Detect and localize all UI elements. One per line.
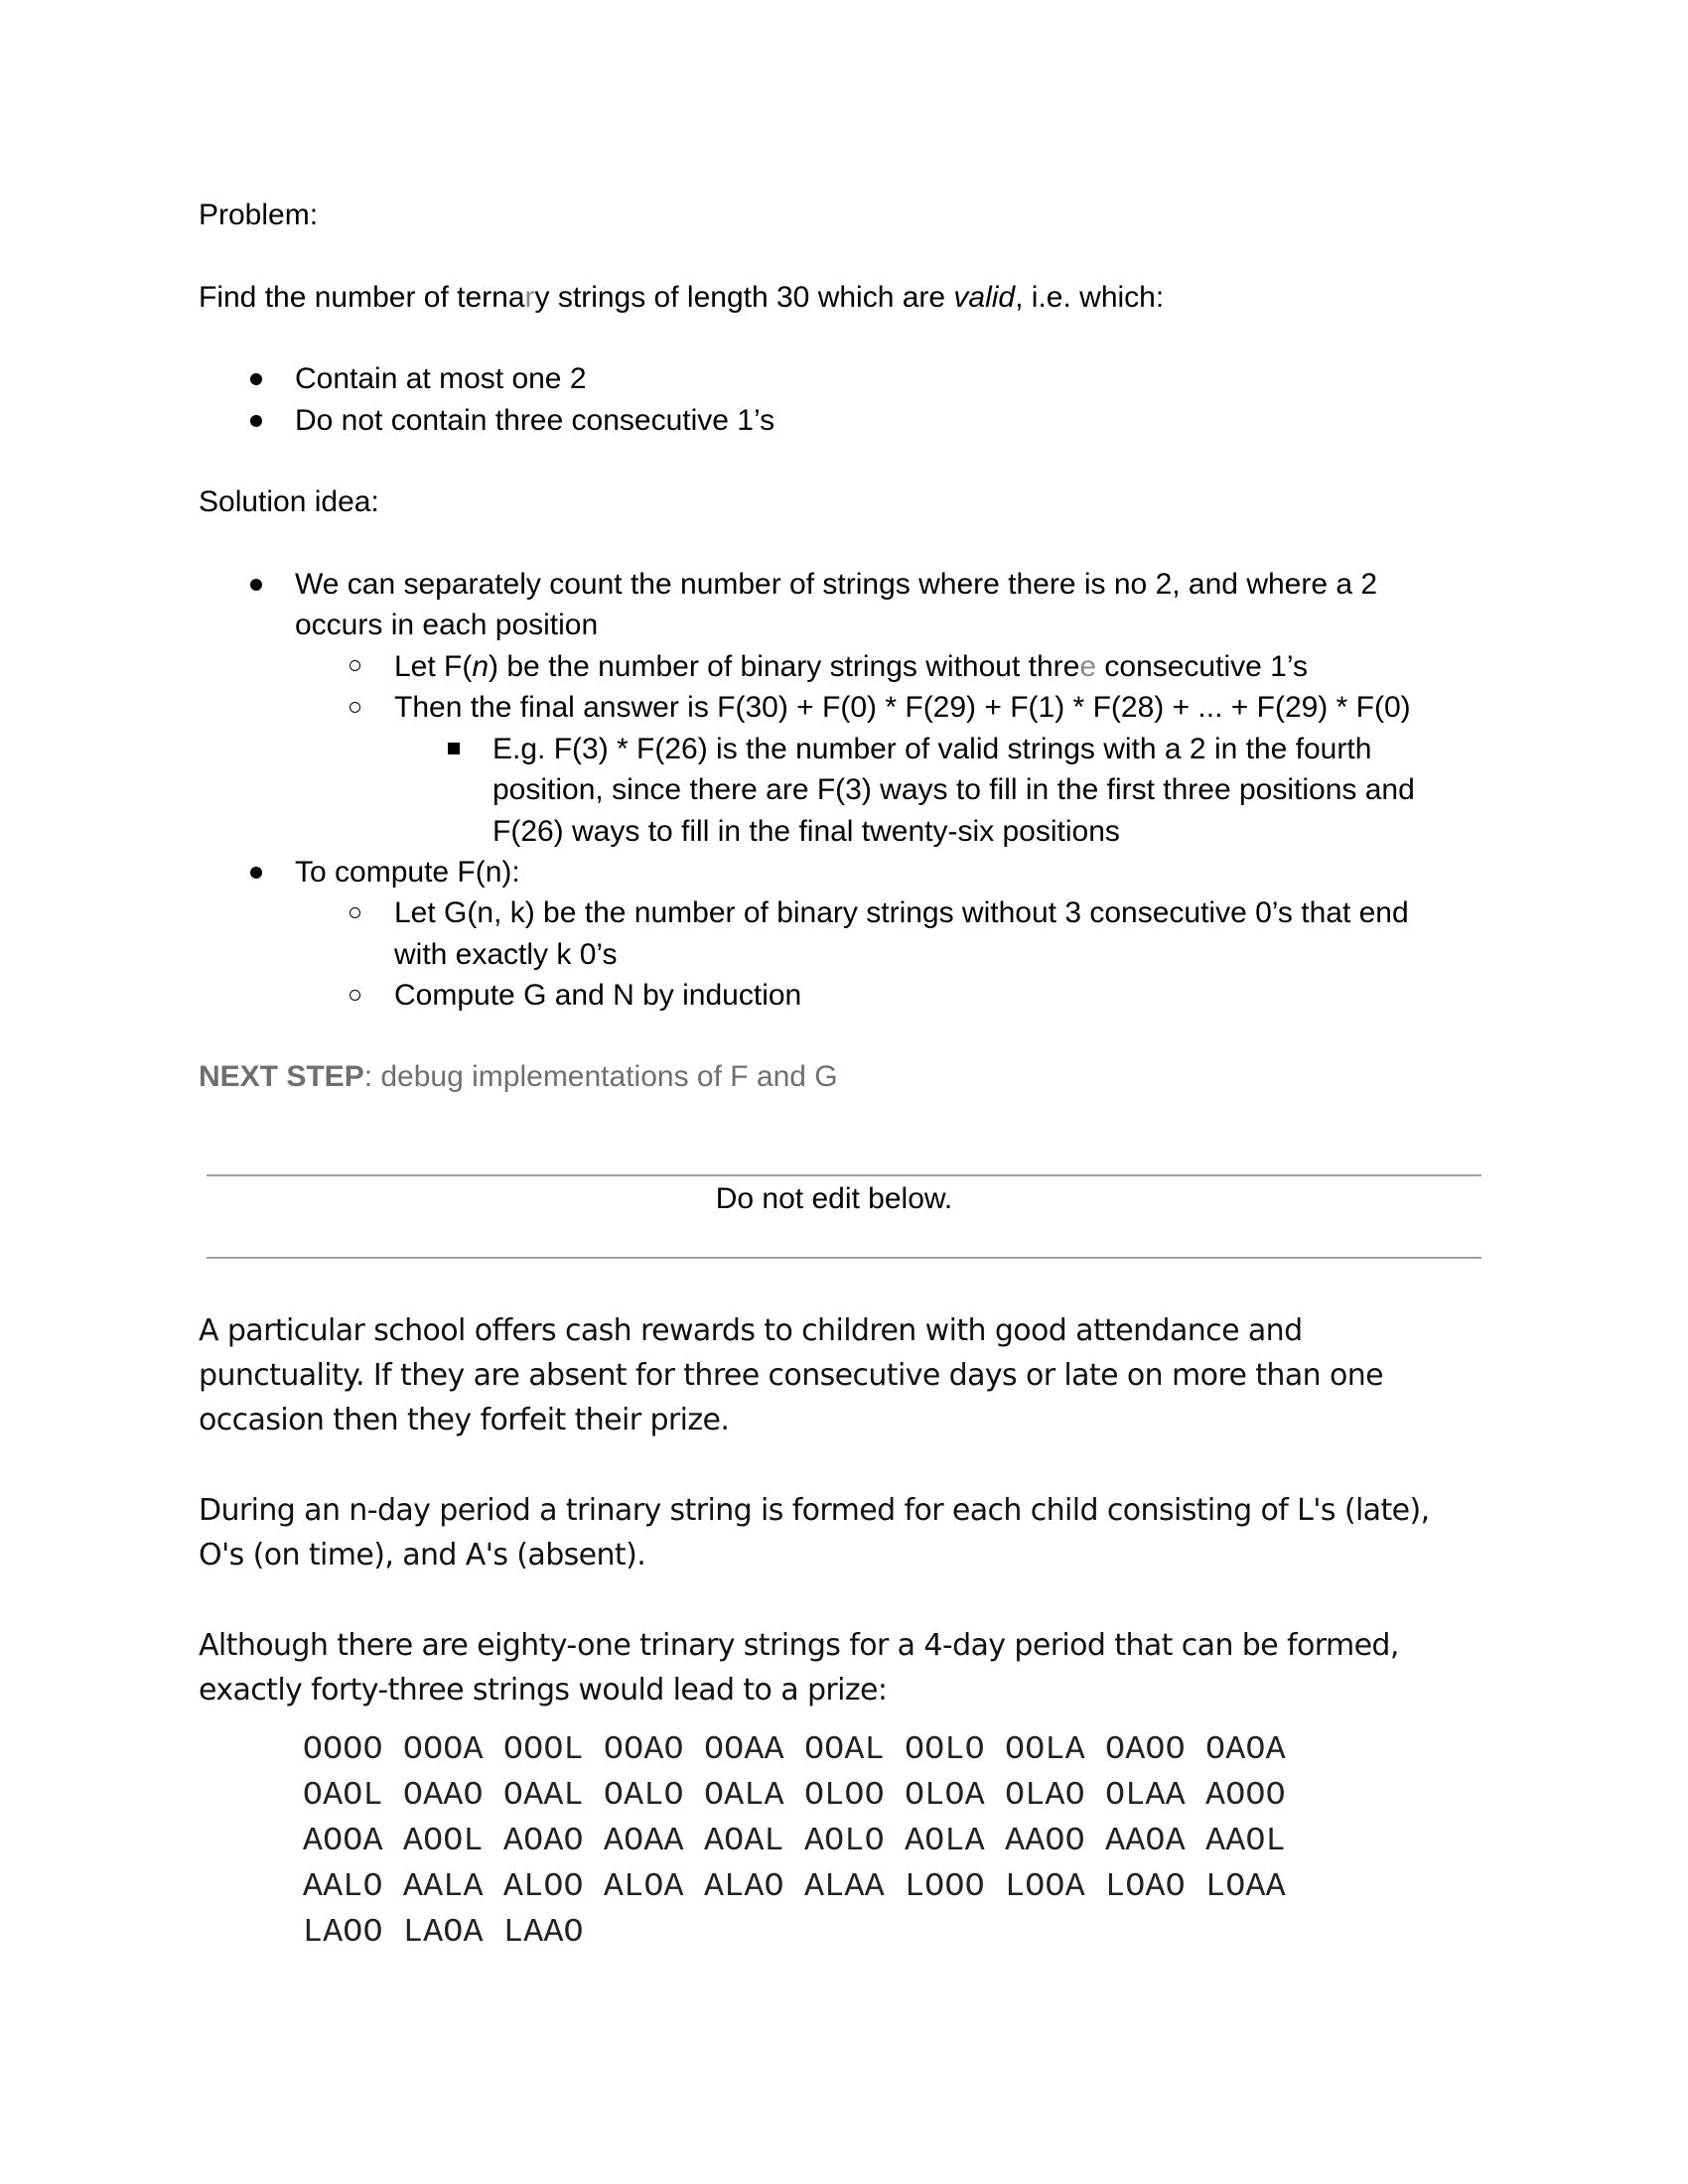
paragraph-3-line-1: Although there are eighty-one trinary strings for a 4-day period that can be formed, <box>199 1628 1399 1663</box>
bullet-circle-icon <box>350 702 360 713</box>
next-step <box>199 1059 838 1095</box>
bullet-circle-icon <box>350 660 360 671</box>
condition-item: Contain at most one 2 <box>295 362 587 395</box>
problem-statement <box>199 280 1164 316</box>
bullet-disc-icon <box>250 415 262 427</box>
divider-bottom <box>207 1257 1481 1259</box>
sub1-gray-char: e <box>1079 650 1097 683</box>
solution-sub-3-line-2: with exactly k 0’s <box>394 938 618 971</box>
problem-heading: Problem: <box>199 199 319 231</box>
solution-subsub-line-3: F(26) ways to fill in the final twenty-six positions <box>492 815 1120 848</box>
bullet-disc-icon <box>250 579 262 591</box>
solution-heading: Solution idea: <box>199 485 379 518</box>
paragraph-1-line-2: punctuality. If they are absent for three consecutive days or late on more than one <box>199 1358 1383 1393</box>
problem-statement-part3: , i.e. which: <box>1015 281 1165 314</box>
solution-subsub-line-2: position, since there are F(3) ways to fill in the first three positions and <box>492 773 1415 806</box>
prize-strings-row: AOOA AOOL AOAO AOAA AOAL AOLO AOLA AAOO AAOA AAOL <box>303 1823 1286 1859</box>
bullet-disc-icon <box>250 867 262 879</box>
solution-subsub-line-1: E.g. F(3) * F(26) is the number of valid strings with a 2 in the fourth <box>492 733 1372 765</box>
solution-item-1-line-1: We can separately count the number of strings where there is no 2, and where a 2 <box>295 568 1378 601</box>
sub1-part3: consecutive 1’s <box>1096 650 1308 683</box>
paragraph-2-line-1: During an n-day period a trinary string is formed for each child consisting of L's (late), <box>199 1493 1430 1528</box>
valid-term: valid <box>953 281 1016 314</box>
bullet-circle-icon <box>350 990 360 1001</box>
solution-item-2: To compute F(n): <box>295 856 520 888</box>
divider-top <box>207 1174 1481 1176</box>
problem-statement-gray-char: r <box>524 281 535 314</box>
problem-statement-part1: Find the number of terna <box>199 281 525 314</box>
bullet-square-icon <box>448 743 460 754</box>
sub1-italic-n: n <box>472 650 490 683</box>
paragraph-1-line-3: occasion then they forfeit their prize. <box>199 1403 730 1437</box>
next-step-text: : debug implementations of F and G <box>363 1060 838 1093</box>
next-step-label: NEXT STEP <box>199 1060 364 1093</box>
solution-sub-4: Compute G and N by induction <box>394 979 802 1012</box>
paragraph-2-line-2: O's (on time), and A's (absent). <box>199 1538 646 1572</box>
bullet-disc-icon <box>250 373 262 385</box>
sub1-part1: Let F( <box>394 650 473 683</box>
solution-item-1-line-2: occurs in each position <box>295 609 599 641</box>
solution-sub-2: Then the final answer is F(30) + F(0) * F(29) + F(1) * F(28) + ... + F(29) * F(0) <box>394 691 1411 724</box>
prize-strings-row: LAOO LAOA LAAO <box>303 1914 584 1951</box>
do-not-edit-note: Do not edit below. <box>715 1182 953 1215</box>
prize-strings-row: OOOO OOOA OOOL OOAO OOAA OOAL OOLO OOLA OAOO OAOA <box>303 1731 1286 1768</box>
prize-strings-row: AALO AALA ALOO ALOA ALAO ALAA LOOO LOOA LOAO LOAA <box>303 1868 1286 1905</box>
solution-sub-1 <box>394 649 1308 685</box>
problem-statement-part2: y strings of length 30 which are <box>534 281 954 314</box>
bullet-circle-icon <box>350 907 360 918</box>
condition-item: Do not contain three consecutive 1’s <box>295 404 775 437</box>
paragraph-1-line-1: A particular school offers cash rewards to children with good attendance and <box>199 1313 1303 1348</box>
paragraph-3-line-2: exactly forty-three strings would lead to a prize: <box>199 1673 888 1707</box>
prize-strings-row: OAOL OAAO OAAL OALO OALA OLOO OLOA OLAO OLAA AOOO <box>303 1777 1286 1814</box>
solution-sub-3-line-1: Let G(n, k) be the number of binary strings without 3 consecutive 0’s that end <box>394 896 1409 929</box>
sub1-part2: ) be the number of binary strings without thre <box>489 650 1080 683</box>
